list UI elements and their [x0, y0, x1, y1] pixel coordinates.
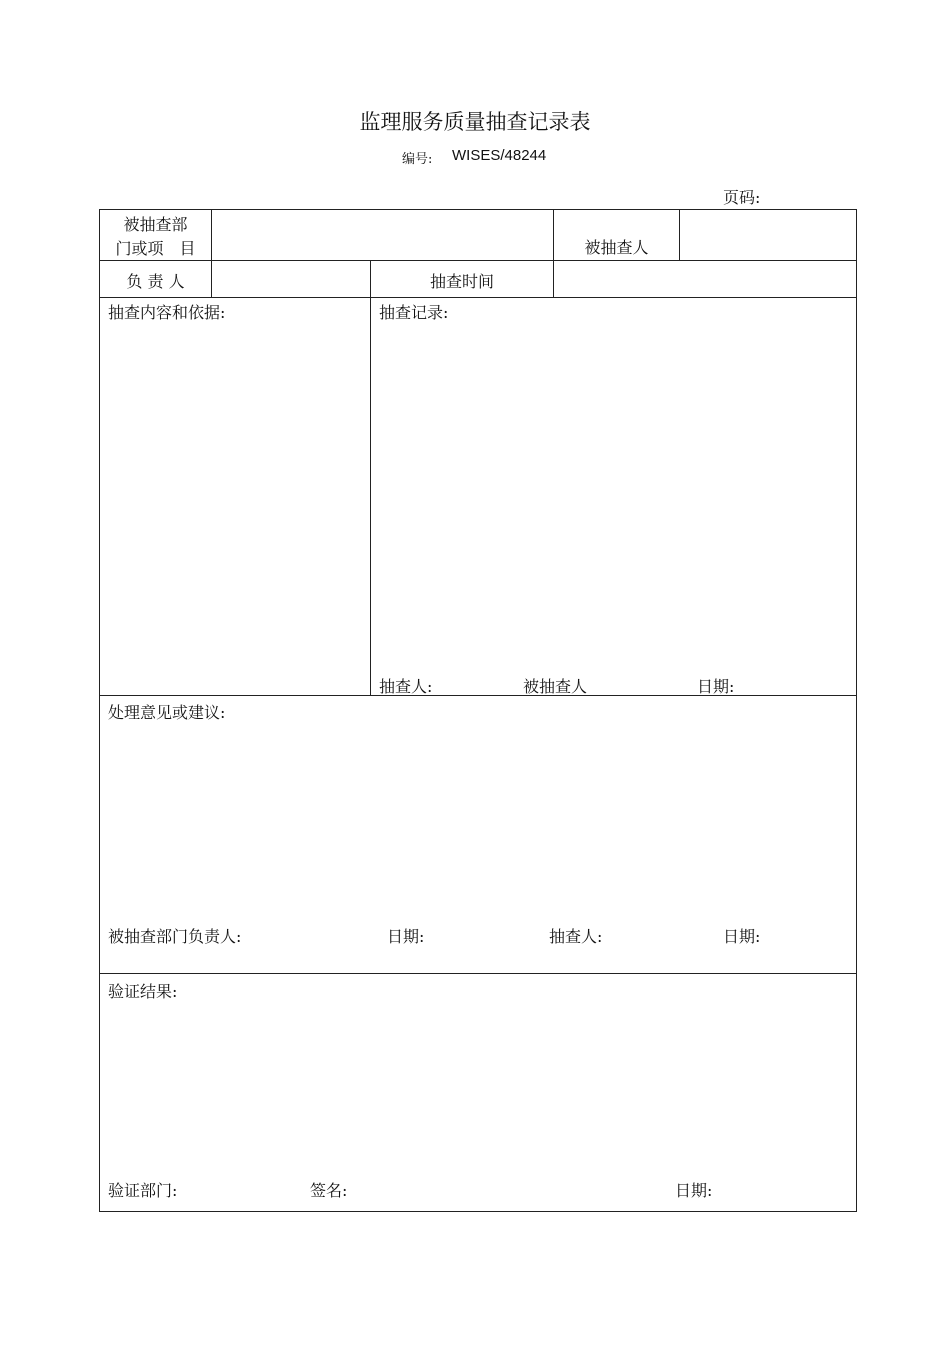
opinion-inspector-label: 抽查人: [549, 927, 603, 946]
record-date-label: 日期: [697, 677, 735, 696]
table-row-divider-4 [99, 973, 857, 974]
opinion-date1-label: 日期: [387, 927, 425, 946]
dept-head-label: 被抽查部门负责人: [108, 927, 242, 946]
verification-result-field[interactable] [100, 1004, 856, 1169]
responsible-person-label: 负 责 人 [126, 272, 185, 291]
table-row-divider-3 [99, 695, 857, 696]
page-title: 监理服务质量抽查记录表 [359, 110, 591, 134]
inspection-basis-label: 抽查内容和依据: [108, 303, 226, 322]
verification-dept-label: 验证部门: [108, 1181, 178, 1200]
verification-result-label: 验证结果: [108, 982, 178, 1001]
table-border-bottom [99, 1211, 857, 1212]
inspection-basis-field[interactable] [100, 325, 370, 695]
dept-project-field[interactable] [212, 210, 553, 260]
table-border-right [856, 209, 857, 1212]
inspectee-label: 被抽查人 [584, 238, 649, 257]
verification-sign-label: 签名: [310, 1181, 348, 1200]
table-row-divider-2 [99, 297, 857, 298]
dept-project-label-line2: 门或项 目 [115, 239, 196, 258]
record-inspectee-label: 被抽查人 [523, 677, 588, 696]
inspection-record-label: 抽查记录: [379, 303, 449, 322]
record-inspector-label: 抽查人: [379, 677, 433, 696]
page-number-label: 页码: [723, 188, 761, 207]
inspection-time-field[interactable] [554, 261, 856, 297]
serial-number-label: 编号: [402, 152, 433, 167]
inspection-record-field[interactable] [371, 325, 856, 665]
verification-date-label: 日期: [675, 1181, 713, 1200]
responsible-person-field[interactable] [212, 261, 370, 297]
handling-opinion-label: 处理意见或建议: [108, 703, 226, 722]
opinion-date2-label: 日期: [723, 927, 761, 946]
serial-number-value: WISES/48244 [452, 147, 547, 164]
inspectee-field[interactable] [680, 210, 856, 260]
dept-project-label-line1: 被抽查部 [123, 215, 188, 234]
inspection-time-label: 抽查时间 [429, 272, 494, 291]
handling-opinion-field[interactable] [100, 725, 856, 915]
